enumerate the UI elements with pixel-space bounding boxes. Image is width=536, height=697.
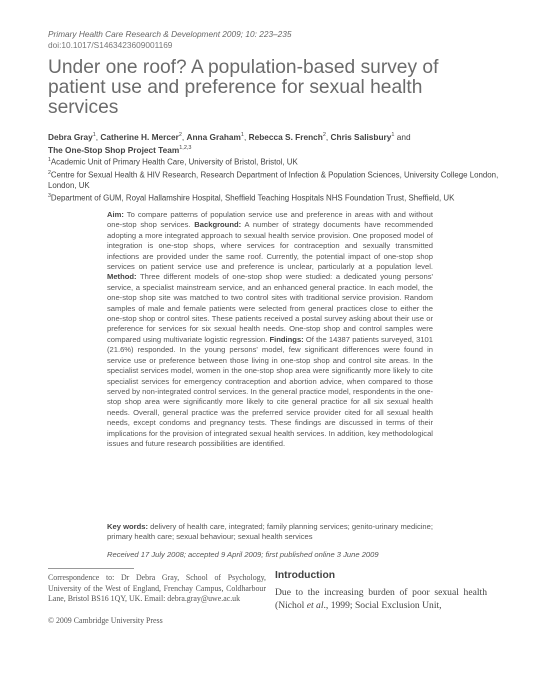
abstract-background-label: Background: bbox=[194, 220, 242, 230]
abstract-method: Three different models of one-stop shop were studied: a dedicated young persons' service, a specialist mainstream service, and an enhanced general practice. In each model, the one-stop shop site was matched to two control sites with traditional service provision. Random samples of male and female patients were selected from general practices close to either the one-stop shop or control sites. These patients received a postal survey asking about their use or preference for services for six sexual health needs. One-stop shop and control samples were compared using multivariate logistic regression. bbox=[107, 272, 433, 344]
affiliation-mark: 1 bbox=[48, 157, 51, 163]
author-name: Anna Graham bbox=[186, 131, 241, 142]
intro-text: Due to the increasing burden of poor sexual health (Nichol bbox=[275, 587, 487, 611]
author-name: The One-Stop Shop Project Team bbox=[48, 144, 180, 155]
abstract-method-label: Method: bbox=[107, 272, 137, 282]
author-affil-mark: 2 bbox=[178, 132, 182, 138]
abstract-aim-label: Aim: bbox=[107, 210, 124, 219]
author-name: Chris Salisbury bbox=[330, 131, 392, 142]
article-title: Under one roof? A population-based survey of patient use and preference for sexual health services bbox=[48, 57, 439, 118]
affiliation-mark: 3 bbox=[48, 193, 51, 200]
author-affil-mark: 1,2,3 bbox=[179, 144, 192, 151]
footnote-divider bbox=[48, 568, 134, 569]
author-affil-mark: 2 bbox=[322, 132, 326, 138]
abstract-background: A number of strategy documents have recommended adopting a more integrated approach to sexual health service provision. One proposed model of integration is one-stop shops, where services for contraception and sexually transmitted infections are provided under the same roof. Currently, the potential impact of one-stop shop services on patient service use and preference is unclear, particularly at a population level. bbox=[107, 220, 433, 272]
affiliation-text: Academic Unit of Primary Health Care, University of Bristol, Bristol, UK bbox=[50, 157, 298, 167]
abstract-findings: Of the 14387 patients surveyed, 3101 (21.6%) responded. In the young persons' model, few significant differences were found in service use or preference between those living in one-stop shop and control site areas. In the specialist services model, women in the one-stop shop area were significantly more likely to cite specialist services for emergency contraception and abortion advice, when compared to those served by non-integrated control services. In the general practice model, respondents in the one-stop shop area were significantly more likely to cite general practice for all six sexual health needs. Overall, general practice was the preferred service provider cited for all sexual health needs, except condoms and pregnancy tests. These findings are discussed in terms of their implications for the provision of integrated sexual health services. In addition, key methodological issues and future research possibilities are identified. bbox=[107, 334, 434, 448]
author-affil-mark: 1 bbox=[240, 132, 244, 138]
keywords-text: delivery of health care, integrated; family planning services; genito-urinary medicine; primary health care; sexual behaviour; sexual health services bbox=[107, 522, 433, 542]
author-conjunction: and bbox=[394, 131, 411, 142]
affiliation-text: Department of GUM, Royal Hallamshire Hospital, Sheffield Teaching Hospitals NHS Foundation Trust, Sheffield, UK bbox=[50, 194, 455, 204]
affiliation-item bbox=[48, 168, 518, 191]
keywords-label: Key words: bbox=[107, 522, 148, 531]
author-affil-mark: 1 bbox=[391, 132, 395, 138]
affiliation-mark: 2 bbox=[48, 170, 51, 177]
affiliations bbox=[48, 155, 518, 205]
intro-text-cont: ., 1999; Social Exclusion Unit, bbox=[323, 600, 442, 611]
author-list: Debra Gray$^1$, Catherine H. Mercer$^2$, Anna Graham$^1$, Rebecca S. French$^2$, Chris Salisbury$^1$ and The One-Stop Shop Project Team$^{1,2,3}$ bbox=[48, 131, 411, 155]
intro-etal: et al bbox=[306, 600, 324, 611]
affiliation-item bbox=[48, 191, 518, 204]
introduction-paragraph bbox=[275, 586, 487, 612]
correspondence-note: Correspondence to: Dr Debra Gray, School of Psychology, University of the West of England, Frenchay Campus, Coldharbour Lane, Bristol BS16 1QY, UK. Email: debra.gray@uwe.ac.uk bbox=[48, 573, 266, 603]
received-dates: Received 17 July 2008; accepted 9 April 2009; first published online 3 June 2009 bbox=[107, 550, 379, 559]
affiliation-item bbox=[48, 155, 518, 168]
abstract bbox=[107, 210, 433, 449]
journal-volume: 2009; 10: 223–235 bbox=[220, 29, 292, 39]
keywords bbox=[107, 522, 433, 543]
author-name: Rebecca S. French bbox=[248, 131, 323, 142]
abstract-aim: To compare patterns of population service use and preference in areas with and without one-stop shop services. bbox=[107, 210, 433, 230]
author-name: Debra Gray bbox=[48, 131, 93, 142]
journal-name: Primary Health Care Research & Development bbox=[48, 29, 220, 39]
copyright-notice: © 2009 Cambridge University Press bbox=[48, 616, 163, 625]
abstract-findings-label: Findings: bbox=[269, 334, 304, 344]
author-affil-mark: 1 bbox=[92, 132, 96, 138]
journal-citation bbox=[48, 29, 292, 40]
author-name: Catherine H. Mercer bbox=[100, 131, 179, 142]
introduction-heading: Introduction bbox=[275, 570, 336, 581]
affiliation-text: Centre for Sexual Health & HIV Research, Research Department of Infection & Population Sciences, University College London, London, UK bbox=[48, 170, 499, 191]
doi[interactable]: doi:10.1017/S1463423609001169 bbox=[48, 40, 173, 50]
